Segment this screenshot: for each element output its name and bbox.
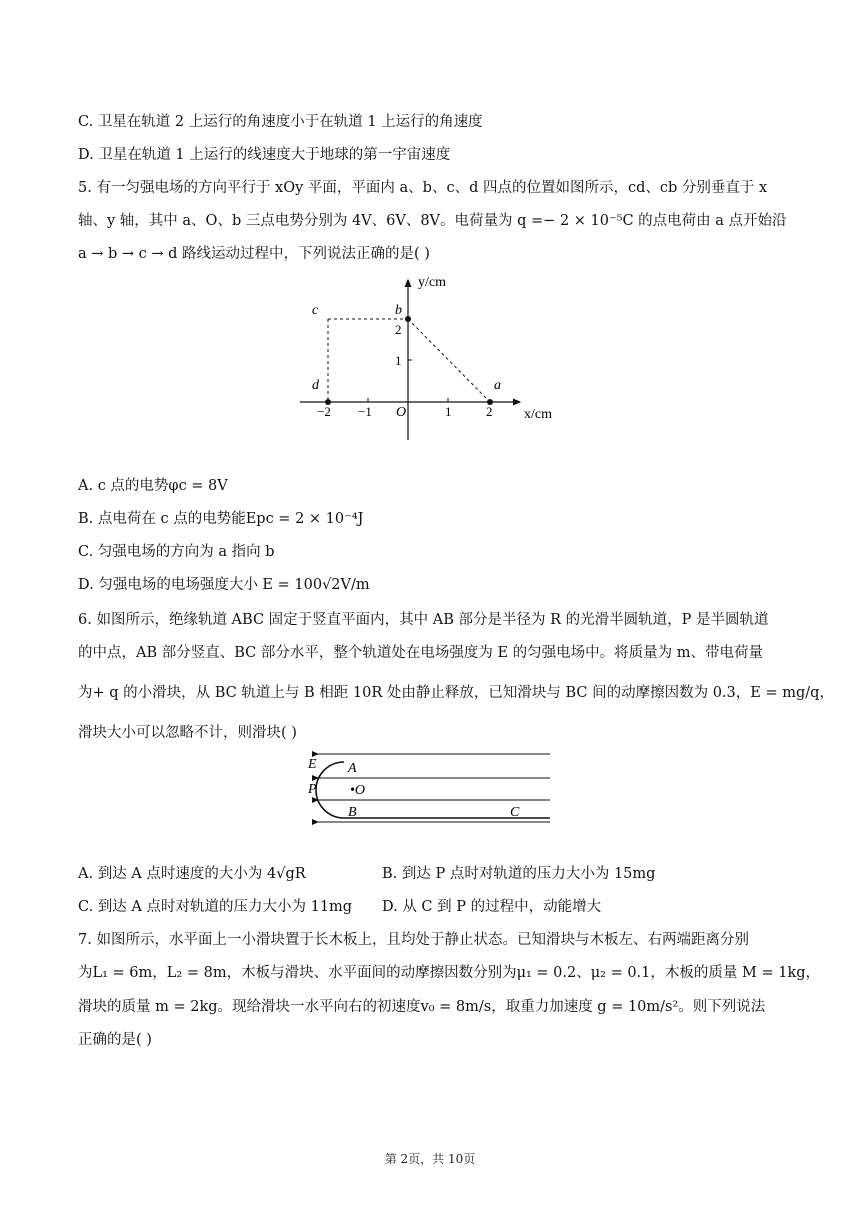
- point-A-label: A: [348, 761, 357, 776]
- q6-stem-line-3: 为+ q 的小滑块，从 BC 轨道上与 B 相距 10R 处由静止释放，已知滑块与 BC 间的动摩擦因数为 0.3，E = mg/q，: [78, 685, 834, 701]
- q5-option-a: A. c 点的电势φc = 8V: [78, 478, 228, 494]
- q5-stem-line-2: 轴、y 轴，其中 a、O、b 三点电势分别为 4V、6V、8V。电荷量为 q =− 2 × 10⁻⁵C 的点电荷由 a 点开始沿: [78, 213, 787, 229]
- q6-stem-line-2: 的中点，AB 部分竖直、BC 部分水平，整个轨道处在电场强度为 E 的匀强电场中。将质量为 m、带电荷量: [78, 645, 764, 661]
- q7-stem-line-1: 7. 如图所示，水平面上一小滑块置于长木板上，且均处于静止状态。已知滑块与木板左、右两端距离分别: [78, 932, 749, 948]
- q7-stem-line-4: 正确的是( ): [78, 1032, 152, 1048]
- q5-coordinate-figure: [290, 268, 570, 458]
- point-c-label: c: [312, 303, 319, 318]
- q5-option-d: D. 匀强电场的电场强度大小 E = 100√2V/m: [78, 577, 370, 593]
- y-axis-label: y/cm: [418, 275, 446, 290]
- q5-option-c: C. 匀强电场的方向为 a 指向 b: [78, 544, 275, 560]
- x-tick-neg1: −1: [358, 404, 372, 419]
- point-P-label: P: [308, 782, 317, 797]
- x-tick-2: 2: [486, 404, 493, 419]
- page-footer: 第 2页，共 10页: [384, 1152, 476, 1166]
- center-O-label: •O: [350, 783, 366, 798]
- point-C-label: C: [510, 805, 520, 820]
- q6-track-figure: [300, 748, 560, 830]
- y-tick-1: 1: [395, 353, 402, 368]
- point-b-label: b: [395, 303, 402, 318]
- ba-dashed: [408, 319, 490, 402]
- q5-stem-line-1: 5. 有一匀强电场的方向平行于 xOy 平面，平面内 a、b、c、d 四点的位置如图所示，cd、cb 分别垂直于 x: [78, 180, 768, 196]
- q4-option-c: C. 卫星在轨道 2 上运行的角速度小于在轨道 1 上运行的角速度: [78, 114, 483, 130]
- semicircle-track: [316, 762, 344, 818]
- point-d-label: d: [312, 378, 319, 393]
- q6-stem-line-1: 6. 如图所示，绝缘轨道 ABC 固定于竖直平面内，其中 AB 部分是半径为 R 的光滑半圆轨道，P 是半圆轨道: [78, 612, 769, 628]
- q6-option-d: D. 从 C 到 P 的过程中，动能增大: [382, 899, 602, 915]
- origin-label: O: [396, 405, 407, 420]
- field-label-E: E: [308, 757, 317, 772]
- q4-option-d: D. 卫星在轨道 1 上运行的线速度大于地球的第一宇宙速度: [78, 147, 451, 163]
- point-B-label: B: [348, 805, 357, 820]
- q6-option-b: B. 到达 P 点时对轨道的压力大小为 15mg: [382, 866, 656, 882]
- q6-stem-line-4: 滑块大小可以忽略不计，则滑块( ): [78, 725, 297, 741]
- q7-stem-line-2: 为L₁ = 6m，L₂ = 8m，木板与滑块、水平面间的动摩擦因数分别为μ₁ = 0.2、μ₂ = 0.1，木板的质量 M = 1kg，: [78, 965, 821, 981]
- q7-stem-line-3: 滑块的质量 m = 2kg。现给滑块一水平向右的初速度v₀ = 8m/s，取重力加速度 g = 10m/s²。则下列说法: [78, 999, 766, 1015]
- x-tick-1: 1: [445, 404, 452, 419]
- q6-option-c: C. 到达 A 点时对轨道的压力大小为 11mg: [78, 899, 353, 915]
- q6-option-a: A. 到达 A 点时速度的大小为 4√gR: [78, 866, 306, 882]
- x-axis-label: x/cm: [524, 407, 552, 422]
- q5-option-b: B. 点电荷在 c 点的电势能Epc = 2 × 10⁻⁴J: [78, 511, 364, 527]
- point-a-label: a: [494, 378, 501, 393]
- q5-stem-line-3: a → b → c → d 路线运动过程中，下列说法正确的是( ): [78, 246, 430, 262]
- point-b-dot: [405, 316, 411, 322]
- y-tick-2: 2: [395, 322, 402, 337]
- x-tick-neg2: −2: [317, 404, 331, 419]
